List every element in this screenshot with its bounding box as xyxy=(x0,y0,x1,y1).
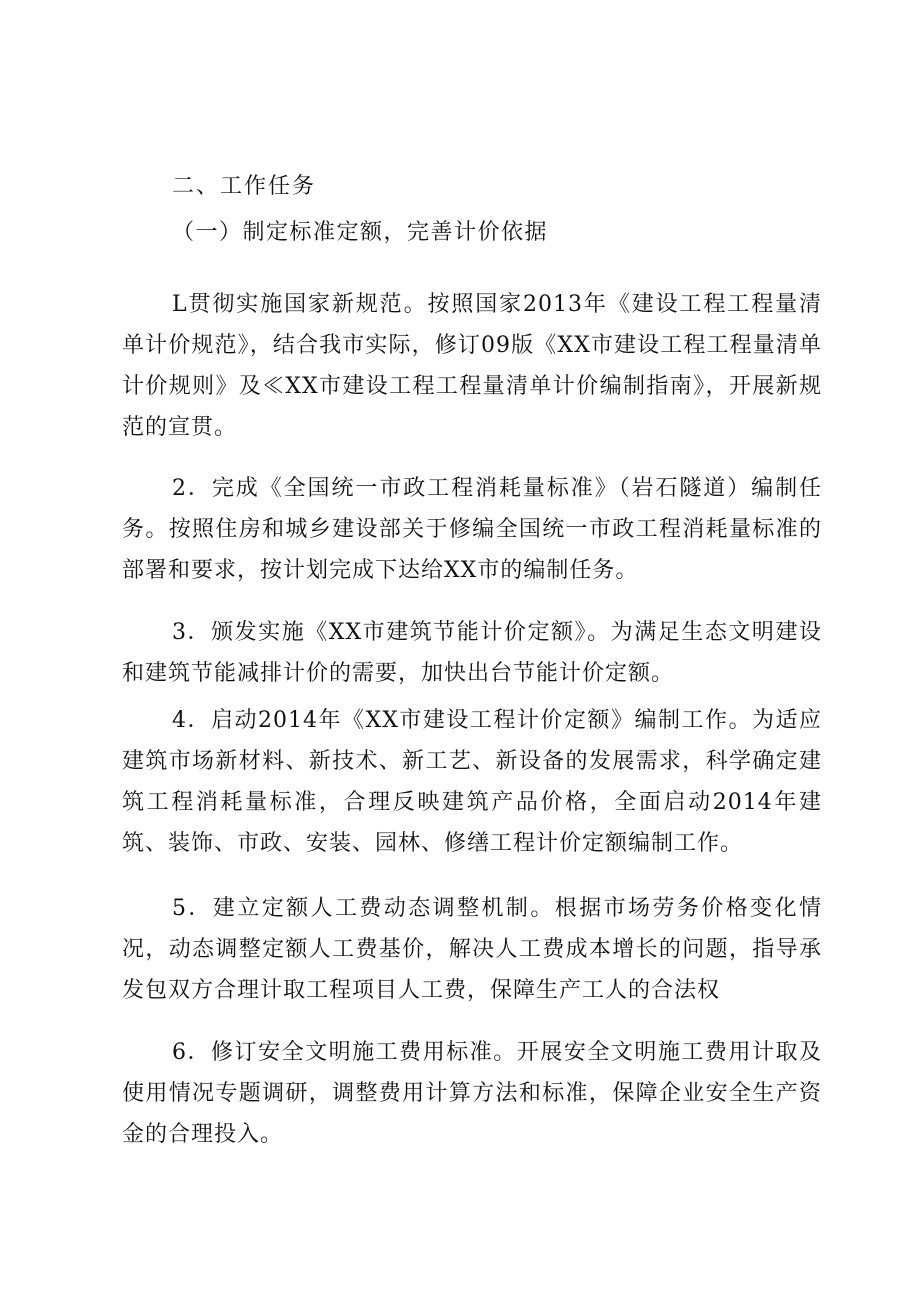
paragraph-6: 6．修订安全文明施工费用标准。开展安全文明施工费用计取及使用情况专题调研，调整费用计算方法和标准，保障企业安全生产资金的合理投入。 xyxy=(122,1040,822,1147)
paragraph-3: 3．颁发实施《XX市建筑节能计价定额》。为满足生态文明建设和建筑节能减排计价的需要，加快出台节能计价定额。 xyxy=(122,620,822,686)
section-heading: 二、工作任务 xyxy=(172,174,317,199)
paragraph-4: 4．启动2014年《XX市建设工程计价定额》编制工作。为适应建筑市场新材料、新技术、新工艺、新设备的发展需求，科学确定建筑工程消耗量标准，合理反映建筑产品价格，全面启动2014年建筑、装饰、市政、安装、园林、修缮工程计价定额编制工作。 xyxy=(122,708,822,856)
paragraph-2: 2．完成《全国统一市政工程消耗量标准》（岩石隧道）编制任务。按照住房和城乡建设部关于修编全国统一市政工程消耗量标准的部署和要求，按计划完成下达给XX市的编制任务。 xyxy=(122,476,822,583)
paragraph-1: L贯彻实施国家新规范。按照国家2013年《建设工程工程量清单计价规范》，结合我市实际，修订09版《XX市建设工程工程量清单计价规则》及≪XX市建设工程工程量清单计价编制指南》，开展新规范的宣贯。 xyxy=(122,292,822,440)
subsection-heading: （一）制定标准定额，完善计价依据 xyxy=(172,220,549,245)
paragraph-5: 5．建立定额人工费动态调整机制。根据市场劳务价格变化情况，动态调整定额人工费基价，解决人工费成本增长的问题，指导承发包双方合理计取工程项目人工费，保障生产工人的合法权 xyxy=(122,896,822,1003)
